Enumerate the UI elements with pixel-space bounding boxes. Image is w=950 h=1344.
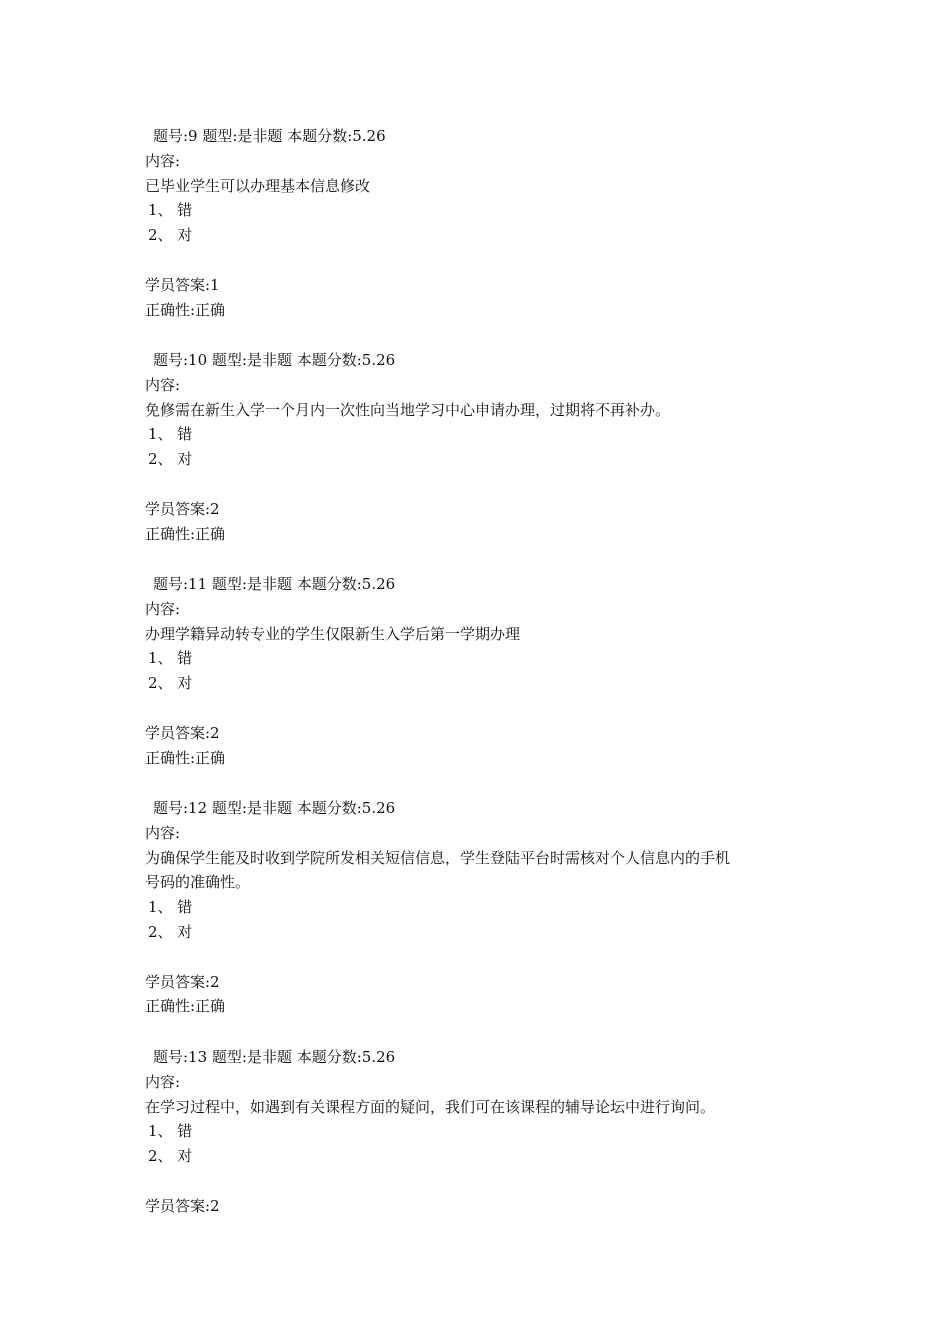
option-2: 2、 对 (148, 1147, 193, 1166)
question-header: 题号:12 题型:是非题 本题分数:5.26 (153, 799, 396, 817)
spacer (145, 696, 825, 721)
question-header: 题号:13 题型:是非题 本题分数:5.26 (153, 1048, 396, 1066)
option-1: 1、 错 (148, 201, 193, 220)
correctness: 正确性:正确 (145, 524, 226, 543)
spacer (145, 248, 825, 273)
question-block-11 (145, 572, 825, 770)
content-label: 内容: (145, 151, 181, 170)
option-1: 1、 错 (148, 898, 193, 917)
option-1: 1、 错 (148, 1122, 193, 1141)
option-2: 2、 对 (148, 450, 193, 469)
question-header: 题号:9 题型:是非题 本题分数:5.26 (153, 127, 386, 145)
student-answer: 学员答案:2 (145, 723, 220, 742)
spacer (145, 472, 825, 497)
option-2: 2、 对 (148, 922, 193, 941)
correctness: 正确性:正确 (145, 300, 226, 319)
option-2: 2、 对 (148, 674, 193, 693)
question-block-12 (145, 796, 825, 1019)
option-2: 2、 对 (148, 226, 193, 245)
student-answer: 学员答案:1 (145, 275, 220, 294)
student-answer: 学员答案:2 (145, 1196, 220, 1215)
question-header: 题号:11 题型:是非题 本题分数:5.26 (153, 575, 396, 593)
question-block-10 (145, 348, 825, 546)
question-block-13 (145, 1045, 825, 1219)
option-1: 1、 错 (148, 649, 193, 668)
question-content: 已毕业学生可以办理基本信息修改 (145, 176, 371, 195)
content-label: 内容: (145, 375, 181, 394)
question-content-line-2: 号码的准确性。 (145, 873, 251, 892)
spacer (145, 945, 825, 970)
question-header: 题号:10 题型:是非题 本题分数:5.26 (153, 351, 396, 369)
content-label: 内容: (145, 599, 181, 618)
question-content: 办理学籍异动转专业的学生仅限新生入学后第一学期办理 (145, 624, 521, 643)
student-answer: 学员答案:2 (145, 499, 220, 518)
question-content: 免修需在新生入学一个月内一次性向当地学习中心申请办理，过期将不再补办。 (145, 400, 671, 419)
question-block-9 (145, 124, 825, 322)
question-content: 在学习过程中，如遇到有关课程方面的疑问，我们可在该课程的辅导论坛中进行询问。 (145, 1097, 716, 1116)
correctness: 正确性:正确 (145, 997, 226, 1016)
option-1: 1、 错 (148, 425, 193, 444)
spacer (145, 1169, 825, 1194)
question-content-line-1: 为确保学生能及时收到学院所发相关短信信息，学生登陆平台时需核对个人信息内的手机 (145, 848, 731, 867)
content-label: 内容: (145, 1072, 181, 1091)
correctness: 正确性:正确 (145, 748, 226, 767)
content-label: 内容: (145, 823, 181, 842)
student-answer: 学员答案:2 (145, 972, 220, 991)
